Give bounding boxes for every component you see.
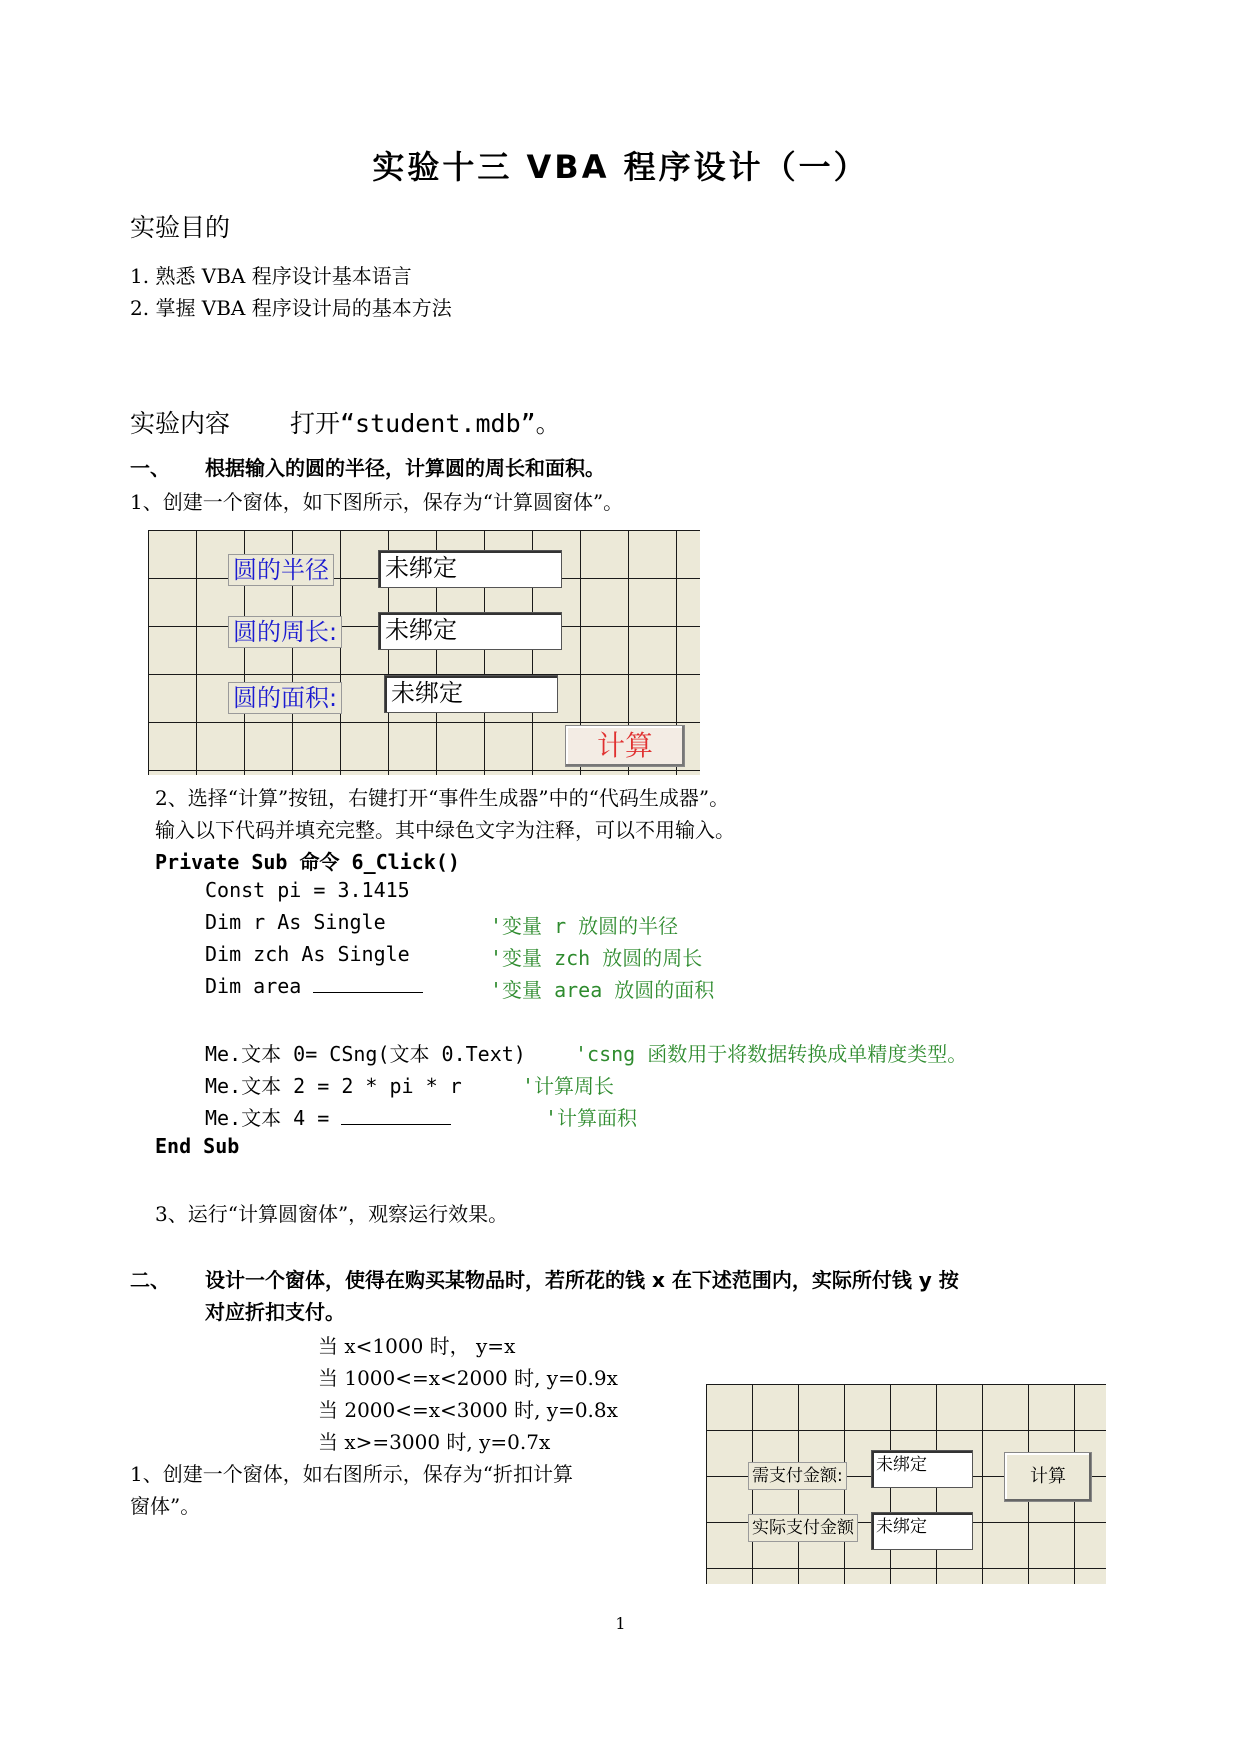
actual-pay-textbox[interactable]: 未绑定: [871, 1512, 973, 1550]
code-comment-7: '计算面积: [545, 1106, 638, 1130]
part1-step2b: 输入以下代码并填充完整。其中绿色文字为注释，可以不用输入。: [155, 818, 735, 842]
purpose-heading: 实验目的: [130, 213, 231, 242]
code-comment-2: '变量 r 放圆的半径: [490, 914, 679, 938]
part2-title-line2: 对应折扣支付。: [205, 1300, 345, 1324]
radius-textbox[interactable]: 未绑定: [378, 550, 562, 588]
code-line-6: Me.文本 2 = 2 * pi * r: [205, 1074, 462, 1098]
code-line-4-text: Dim area: [205, 974, 302, 998]
calculate-button[interactable]: 计算: [565, 725, 685, 767]
discount-calculate-button[interactable]: 计算: [1004, 1452, 1092, 1502]
code-sub-start: Private Sub 命令 6_Click(): [155, 850, 460, 874]
part2-number: 二、: [130, 1268, 170, 1292]
code-comment-3: '变量 zch 放圆的周长: [490, 946, 703, 970]
code-sub-end: End Sub: [155, 1134, 240, 1158]
part1-step1: 1、创建一个窗体，如下图所示，保存为“计算圆窗体”。: [130, 490, 624, 514]
radius-label: 圆的半径: [228, 554, 334, 586]
code-line-7-text: Me.文本 4 =: [205, 1106, 330, 1130]
part1-step3: 3、运行“计算圆窗体”，观察运行效果。: [155, 1202, 509, 1226]
code-comment-4: '变量 area 放圆的面积: [490, 978, 715, 1002]
page-title: 实验十三 VBA 程序设计（一）: [372, 148, 869, 186]
perimeter-textbox[interactable]: 未绑定: [378, 612, 562, 650]
code-line-2: Dim r As Single: [205, 910, 386, 934]
code-line-1: Const pi = 3.1415: [205, 878, 410, 902]
code-comment-5: 'csng 函数用于将数据转换成单精度类型。: [575, 1042, 968, 1066]
code-comment-6: '计算周长: [522, 1074, 615, 1098]
part1-title: 根据输入的圆的半径，计算圆的周长和面积。: [205, 456, 605, 480]
area-label: 圆的面积:: [228, 682, 342, 714]
part2-step1-line2: 窗体”。: [130, 1494, 201, 1518]
need-pay-textbox[interactable]: 未绑定: [871, 1450, 973, 1488]
part1-step2a: 2、选择“计算”按钮，右键打开“事件生成器”中的“代码生成器”。: [155, 786, 730, 810]
fill-blank-2: [341, 1106, 451, 1125]
page-number: 1: [615, 1614, 626, 1633]
condition-3: 当 2000<=x<3000 时, y=0.8x: [318, 1398, 618, 1422]
circle-form-screenshot: [148, 530, 700, 775]
purpose-item-2: 2. 掌握 VBA 程序设计局的基本方法: [130, 296, 452, 320]
part1-number: 一、: [130, 456, 170, 480]
condition-2: 当 1000<=x<2000 时, y=0.9x: [318, 1366, 618, 1390]
code-line-7: [205, 1102, 451, 1131]
fill-blank-1: [313, 974, 423, 993]
perimeter-label: 圆的周长:: [228, 616, 342, 648]
code-line-3: Dim zch As Single: [205, 942, 410, 966]
area-textbox[interactable]: 未绑定: [384, 675, 558, 713]
actual-pay-label: 实际支付金额: [748, 1514, 858, 1542]
code-line-4: [205, 974, 423, 998]
part2-title-line1: 设计一个窗体，使得在购买某物品时，若所花的钱 x 在下述范围内，实际所付钱 y 按: [205, 1268, 959, 1292]
content-note: 打开“student.mdb”。: [290, 409, 561, 438]
discount-form-screenshot: [706, 1384, 1106, 1584]
need-pay-label: 需支付金额:: [748, 1462, 847, 1490]
content-heading: 实验内容: [130, 409, 231, 438]
condition-1: 当 x<1000 时， y=x: [318, 1334, 516, 1358]
purpose-item-1: 1. 熟悉 VBA 程序设计基本语言: [130, 264, 412, 288]
condition-4: 当 x>=3000 时, y=0.7x: [318, 1430, 551, 1454]
code-line-5: Me.文本 0= CSng(文本 0.Text): [205, 1042, 526, 1066]
part2-step1-line1: 1、创建一个窗体，如右图所示，保存为“折扣计算: [130, 1462, 573, 1486]
